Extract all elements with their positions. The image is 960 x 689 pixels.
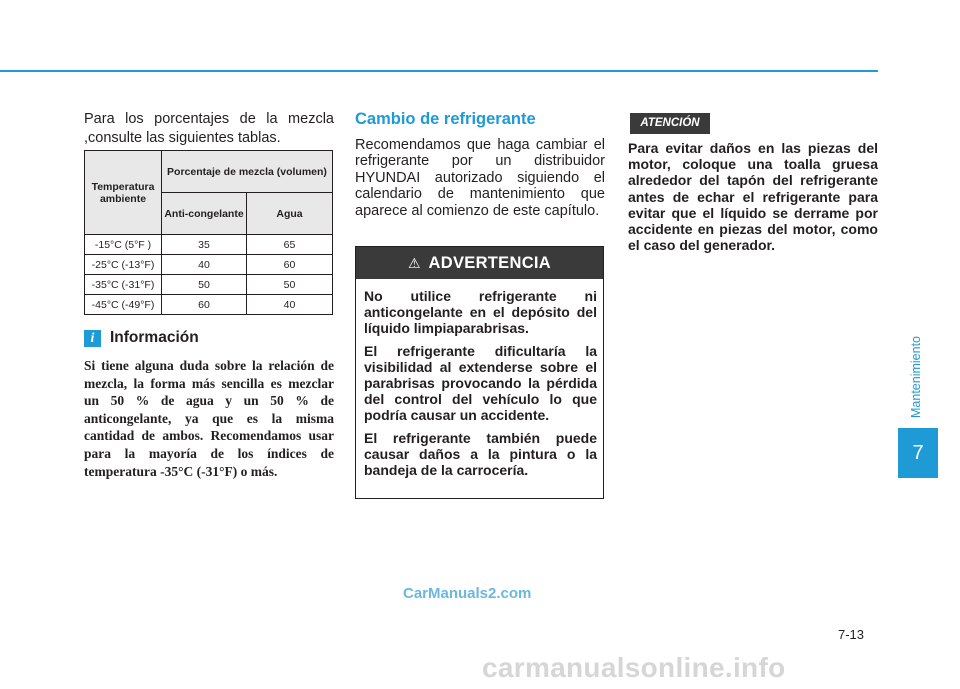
warning-triangle-icon: ⚠ bbox=[407, 254, 421, 271]
warning-paragraph: El refrigerante también puede causar daños a la pintura o la bandeja de la carrocería. bbox=[364, 429, 597, 479]
info-title: Información bbox=[110, 329, 199, 346]
warning-title: ADVERTENCIA bbox=[428, 253, 552, 272]
section-body: Recomendamos que haga cambiar el refrigerante por un distribuidor HYUNDAI autorizado siguiendo el calendario de mantenimiento que aparece al comienzo de este capítulo. bbox=[355, 137, 605, 219]
table-row bbox=[85, 235, 333, 255]
table-cell-water: 65 bbox=[247, 235, 333, 255]
chapter-number-tab: 7 bbox=[898, 428, 938, 478]
attention-badge: ATENCIÓN bbox=[630, 113, 710, 134]
warning-header bbox=[356, 247, 603, 279]
intro-block bbox=[84, 110, 334, 148]
table-cell-temp: -25°C (-13°F) bbox=[85, 255, 162, 275]
warning-paragraph: No utilice refrigerante ni anticongelante en el depósito del líquido limpiaparabrisas. bbox=[364, 288, 597, 337]
section-title: Cambio de refrigerante bbox=[355, 110, 536, 128]
table-row bbox=[85, 255, 333, 275]
table-cell-anti: 40 bbox=[162, 255, 247, 275]
table-subheader-water: Agua bbox=[247, 193, 333, 235]
info-body: Si tiene alguna duda sobre la relación de mezcla, la forma más sencilla es mezclar un 50 % de agua y un 50 % de anticongelante, ya que es la misma cantidad de ambos. Recomendamos usar para la mayoría de los índices de temperatura -35°C (-31°F) o más. bbox=[84, 358, 334, 479]
table-header-mixture: Porcentaje de mezcla (volumen) bbox=[162, 151, 333, 193]
table-subheader-antifreeze: Anti-congelante bbox=[162, 193, 247, 235]
watermark-secondary: carmanualsonline.info bbox=[482, 652, 786, 683]
table-cell-anti: 50 bbox=[162, 275, 247, 295]
info-box bbox=[84, 327, 334, 480]
table-cell-water: 40 bbox=[247, 295, 333, 315]
header-rule bbox=[0, 70, 878, 72]
warning-body bbox=[356, 279, 603, 478]
warning-paragraph: El refrigerante dificultaría la visibilidad al extenderse sobre el parabrisas provocando la pérdida del control del vehículo lo que podría causar un accidente. bbox=[364, 342, 597, 424]
table-row bbox=[85, 275, 333, 295]
table-cell-temp: -45°C (-49°F) bbox=[85, 295, 162, 315]
warning-box bbox=[355, 246, 604, 499]
table-cell-anti: 60 bbox=[162, 295, 247, 315]
table-cell-anti: 35 bbox=[162, 235, 247, 255]
chapter-label-text: Mantenimiento bbox=[909, 336, 923, 418]
table-header-temperature: Temperatura ambiente bbox=[85, 151, 162, 235]
page-number: 7-13 bbox=[838, 627, 865, 642]
info-icon: i bbox=[84, 330, 101, 347]
watermark-primary: CarManuals2.com bbox=[403, 585, 532, 602]
attention-body: Para evitar daños en las piezas del motor, coloque una toalla gruesa alrededor del tapón del refrigerante antes de echar el refrigerante para evitar que el líquido se derrame por accidente en piezas del motor, como el caso del generador. bbox=[628, 140, 878, 254]
table-cell-temp: -35°C (-31°F) bbox=[85, 275, 162, 295]
table-cell-temp: -15°C (5°F ) bbox=[85, 235, 162, 255]
mixture-table bbox=[84, 150, 333, 315]
intro-text: Para los porcentajes de la mezcla ,consulte las siguientes tablas. bbox=[84, 111, 334, 146]
chapter-tab-label bbox=[905, 327, 927, 427]
info-header bbox=[84, 327, 334, 349]
table-cell-water: 60 bbox=[247, 255, 333, 275]
coolant-change-section bbox=[355, 110, 605, 219]
table-cell-water: 50 bbox=[247, 275, 333, 295]
table-row bbox=[85, 295, 333, 315]
